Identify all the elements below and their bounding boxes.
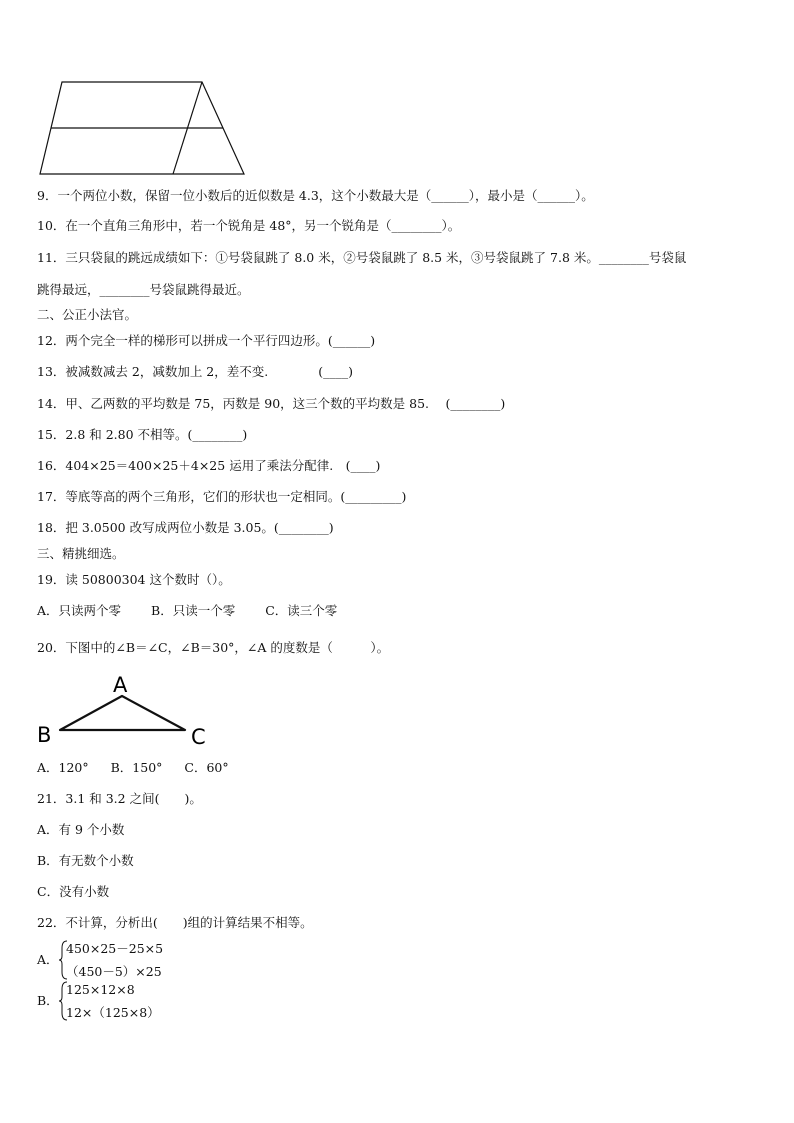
q22-option-a-label[interactable]: A． xyxy=(37,952,59,967)
question-21: 21．3.1 和 3.2 之间( )。 xyxy=(37,791,202,806)
question-16: 16．404×25＝400×25＋4×25 运用了乘法分配律. (____) xyxy=(37,458,381,473)
triangle-figure xyxy=(0,668,794,768)
q22-option-a-line1: 450×25－25×5 xyxy=(66,941,164,956)
vertex-b-label: B xyxy=(37,723,52,747)
trapezoid-figure xyxy=(0,0,794,180)
question-17: 17．等底等高的两个三角形，它们的形状也一定相同。(_________) xyxy=(37,489,407,504)
question-13: 13．被减数减去 2，减数加上 2，差不变. (____) xyxy=(37,364,353,379)
q21-option-b[interactable]: B．有无数个小数 xyxy=(37,853,134,868)
q21-option-a[interactable]: A．有 9 个小数 xyxy=(37,822,125,837)
question-11-line2: 跳得最远，________号袋鼠跳得最近。 xyxy=(37,282,250,297)
question-20-options xyxy=(37,760,255,776)
q22-option-b-line1: 125×12×8 xyxy=(66,982,135,997)
question-11-line1: 11．三只袋鼠的跳远成绩如下：①号袋鼠跳了 8.0 米，②号袋鼠跳了 8.5 米，③号袋鼠跳了 7.8 米。________号袋鼠 xyxy=(37,250,687,265)
vertex-a-label: A xyxy=(113,673,128,697)
q22-option-b-line2: 12×（125×8） xyxy=(66,1005,160,1020)
section-2-heading: 二、公正小法官。 xyxy=(37,307,138,322)
question-12: 12．两个完全一样的梯形可以拼成一个平行四边形。(______) xyxy=(37,333,376,348)
q20-option-b[interactable]: B．150° xyxy=(110,760,163,775)
triangle-outline xyxy=(60,696,185,730)
q22-option-a-line2: （450－5）×25 xyxy=(66,964,162,979)
question-9: 9．一个两位小数，保留一位小数后的近似数是 4.3，这个小数最大是（______），最小是（______）。 xyxy=(37,188,594,203)
q19-option-a[interactable]: A．只读两个零 xyxy=(37,603,122,618)
question-19: 19．读 50800304 这个数时（）。 xyxy=(37,572,231,587)
question-18: 18．把 3.0500 改写成两位小数是 3.05。(________) xyxy=(37,520,334,535)
q22-option-b-label[interactable]: B． xyxy=(37,993,59,1008)
q21-option-c[interactable]: C．没有小数 xyxy=(37,884,110,899)
question-20: 20．下图中的∠B＝∠C，∠B＝30°，∠A 的度数是（ ）。 xyxy=(37,640,390,655)
q19-option-c[interactable]: C．读三个零 xyxy=(265,603,338,618)
question-14: 14．甲、乙两数的平均数是 75，丙数是 90，这三个数的平均数是 85. (________) xyxy=(37,396,506,411)
question-22: 22．不计算，分析出( )组的计算结果不相等。 xyxy=(37,915,313,930)
question-10: 10．在一个直角三角形中，若一个锐角是 48°，另一个锐角是（________）。 xyxy=(37,218,461,233)
question-19-options xyxy=(37,603,363,619)
section-3-heading: 三、精挑细选。 xyxy=(37,546,125,561)
vertex-c-label: C xyxy=(191,725,206,749)
q20-option-a[interactable]: A．120° xyxy=(37,760,89,775)
q20-option-c[interactable]: C．60° xyxy=(184,760,229,775)
q19-option-b[interactable]: B．只读一个零 xyxy=(151,603,236,618)
question-15: 15．2.8 和 2.80 不相等。(________) xyxy=(37,427,248,442)
